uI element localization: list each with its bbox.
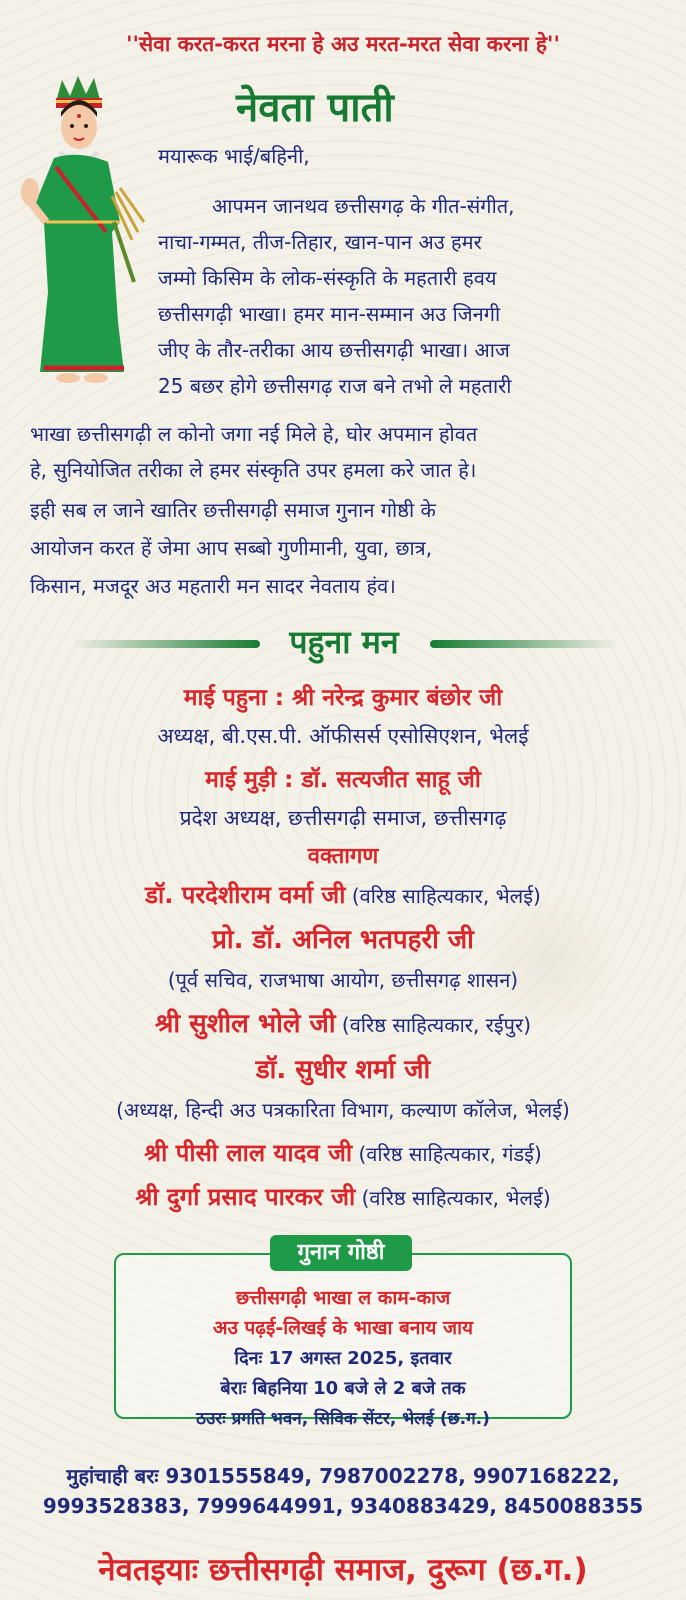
contact-line: मुहांचाही बरः 9301555849, 7987002278, 9907168222,	[66, 1464, 620, 1488]
motto: ''सेवा करत-करत मरना हे अउ मरत-मरत सेवा करना हे''	[126, 32, 560, 56]
speaker-name: श्री सुशील भोले जी	[154, 1009, 336, 1039]
seminar-tag: गुनान गोष्ठी	[270, 1235, 412, 1271]
speaker-row	[0, 966, 686, 993]
speaker-name: प्रो. डॉ. अनिल भतपहरी जी	[212, 925, 474, 955]
chief-guest-name: माई पहुना : श्री नरेन्द्र कुमार बंछोर जी	[183, 685, 503, 711]
seminar-topic-line: छत्तीसगढ़ी भाखा ल काम-काज	[235, 1287, 451, 1309]
speaker-row	[0, 1136, 686, 1169]
speaker-row	[0, 1004, 686, 1040]
speaker-row	[0, 1096, 686, 1123]
seminar-time: बेराः बिहनिया 10 बजे ले 2 बजे तक	[220, 1378, 466, 1399]
paragraph-line: 25 बछर होगे छत्तीसगढ़ राज बने तभो ले महतारी	[158, 374, 512, 398]
speakers-heading: वक्तागण	[307, 844, 379, 869]
speaker-row	[0, 1180, 686, 1213]
seminar-venue: ठउरः प्रगति भवन, सिविक सेंटर, भेलई (छ.ग.)	[196, 1409, 490, 1429]
speaker-name: श्री दुर्गा प्रसाद पारकर जी	[135, 1183, 356, 1211]
speaker-role: (पूर्व सचिव, राजभाषा आयोग, छत्तीसगढ़ शासन)	[167, 968, 519, 992]
divider-left	[72, 640, 260, 648]
speaker-role: (वरिष्ठ साहित्यकार, रईपुर)	[335, 1013, 532, 1037]
guests-heading: पहुना मन	[289, 623, 399, 661]
speaker-role: (वरिष्ठ साहित्यकार, भेलई)	[355, 1186, 551, 1210]
chair-designation: प्रदेश अध्यक्ष, छत्तीसगढ़ी समाज, छत्तीसगढ़	[179, 806, 507, 830]
contact-line: 9993528383, 7999644991, 9340883429, 8450088355	[42, 1494, 644, 1518]
divider-right	[430, 640, 618, 648]
footer-host: नेवतइयाः छत्तीसगढ़ी समाज, दुरूग (छ.ग.)	[98, 1552, 588, 1588]
paragraph-line: आपमन जानथव छत्तीसगढ़ के गीत-संगीत,	[212, 194, 515, 218]
paragraph-line: आयोजन करत हें जेमा आप सब्बो गुणीमानी, युवा, छात्र,	[30, 536, 433, 560]
paragraph-line: नाचा-गम्मत, तीज-तिहार, खान-पान अउ हमर	[158, 230, 482, 254]
speaker-name: श्री पीसी लाल यादव जी	[144, 1139, 353, 1167]
invitation-title: नेवता पाती	[236, 85, 394, 131]
speaker-name: डॉ. परदेशीराम वर्मा जी	[145, 881, 346, 909]
chair-name: माई मुड़ी : डॉ. सत्यजीत साहू जी	[205, 767, 481, 793]
guests-heading-bar	[0, 624, 686, 660]
chief-guest-designation: अध्यक्ष, बी.एस.पी. ऑफीसर्स एसोसिएशन, भेलई	[157, 724, 529, 748]
speaker-row	[0, 920, 686, 956]
salutation: मयारूक भाई/बहिनी,	[158, 144, 310, 168]
paragraph-line: हे, सुनियोजित तरीका ले हमर संस्कृति उपर हमला करे जात हे।	[30, 458, 477, 482]
paragraph-line: छत्तीसगढ़ी भाखा। हमर मान-सम्मान अउ जिनगी	[158, 302, 501, 326]
speaker-name: डॉ. सुधीर शर्मा जी	[255, 1055, 431, 1085]
speaker-role: (अध्यक्ष, हिन्दी अउ पत्रकारिता विभाग, कल्याण कॉलेज, भेलई)	[116, 1098, 570, 1122]
paragraph-line: भाखा छत्तीसगढ़ी ल कोनो जगा नई मिले हे, घोर अपमान होवत	[30, 422, 478, 446]
paragraph-line: जीए के तौर-तरीका आय छत्तीसगढ़ी भाखा। आज	[158, 338, 510, 362]
speaker-row	[0, 1050, 686, 1086]
speaker-role: (वरिष्ठ साहित्यकार, भेलई)	[345, 884, 541, 908]
seminar-date: दिनः 17 अगस्त 2025, इतवार	[234, 1348, 452, 1369]
paragraph-line: किसान, मजदूर अउ महतारी मन सादर नेवताय हंव।	[30, 574, 396, 598]
goddess-illustration	[16, 72, 156, 392]
paragraph-line: जम्मो किसिम के लोक-संस्कृति के महतारी हवय	[158, 266, 497, 290]
seminar-topic-line: अउ पढ़ई-लिखई के भाखा बनाय जाय	[212, 1317, 474, 1339]
speaker-row	[0, 878, 686, 911]
paragraph-line: इही सब ल जाने खातिर छत्तीसगढ़ी समाज गुनान गोष्ठी के	[30, 498, 436, 522]
speaker-role: (वरिष्ठ साहित्यकार, गंडई)	[352, 1142, 542, 1166]
